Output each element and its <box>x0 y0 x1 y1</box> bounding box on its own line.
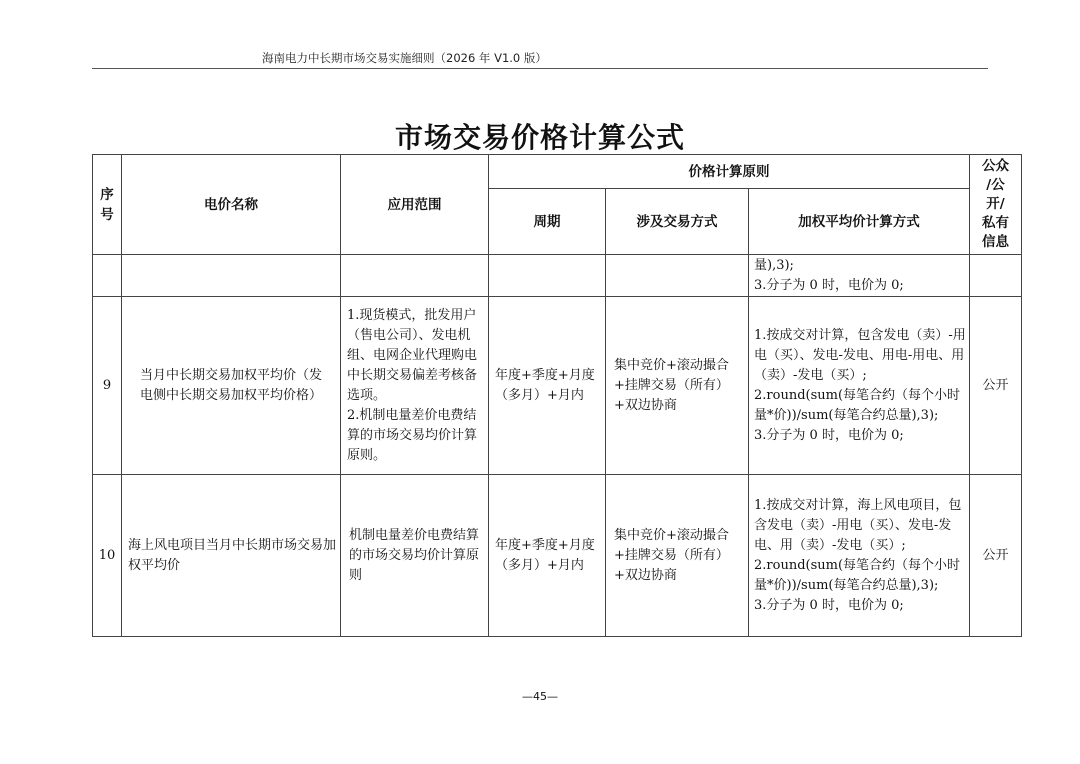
cell-seq: 9 <box>93 297 122 475</box>
cell-trade-method: 集中竞价+滚动撮合+挂牌交易（所有）+双边协商 <box>606 475 749 637</box>
page-title: 市场交易价格计算公式 <box>394 121 685 154</box>
cell-disclosure: 公开 <box>970 475 1022 637</box>
cell-disclosure: 公开 <box>970 297 1022 475</box>
cell-period <box>489 255 606 297</box>
cell-weighted-method: 量),3); 3.分子为 0 时，电价为 0; <box>749 255 970 297</box>
cell-disclosure <box>970 255 1022 297</box>
cell-weighted-method: 1.按成交对计算，海上风电项目，包含发电（卖）-用电（买）、发电-发电、用（卖）-发电（买）; 2.round(sum(每笔合约（每个小时量*价))/sum(每笔合约总量),3); 3.分子为 0 时，电价为 0; <box>749 475 970 637</box>
cell-scope <box>341 255 489 297</box>
cell-price-name <box>122 255 341 297</box>
cell-price-name: 海上风电项目当月中长期市场交易加权平均价 <box>122 475 341 637</box>
header-trade-method: 涉及交易方式 <box>606 189 749 255</box>
header-seq-label: 序 号 <box>100 186 114 223</box>
document-header-title: 海南电力中长期市场交易实施细则（2026 年 V1.0 版） <box>262 51 547 65</box>
cell-scope: 1.现货模式，批发用户（售电公司）、发电机组、电网企业代理购电中长期交易偏差考核备选项。 2.机制电量差价电费结算的市场交易均价计算原则。 <box>341 297 489 475</box>
header-period: 周期 <box>489 189 606 255</box>
cell-weighted-method: 1.按成交对计算，包含发电（卖）-用电（买）、发电-发电、用电-用电、用（卖）-发电（买）; 2.round(sum(每笔合约（每个小时量*价))/sum(每笔合约总量),3); 3.分子为 0 时，电价为 0; <box>749 297 970 475</box>
cell-scope: 机制电量差价电费结算的市场交易均价计算原则 <box>341 475 489 637</box>
header-weighted-method: 加权平均价计算方式 <box>749 189 970 255</box>
header-divider <box>92 68 988 69</box>
header-scope: 应用范围 <box>341 155 489 255</box>
header-seq <box>93 155 122 255</box>
header-disclosure-label: 公众 /公 开/ 私有 信息 <box>982 158 1010 250</box>
page-number: —45— <box>522 690 558 703</box>
header-principle-group: 价格计算原则 <box>489 155 970 189</box>
cell-price-name: 当月中长期交易加权平均价（发电侧中长期交易加权平均价格） <box>122 297 341 475</box>
cell-period: 年度+季度+月度（多月）+月内 <box>489 297 606 475</box>
cell-seq: 10 <box>93 475 122 637</box>
cell-period: 年度+季度+月度（多月）+月内 <box>489 475 606 637</box>
table-row-continuation <box>93 255 1022 297</box>
price-formula-table <box>92 154 1022 637</box>
cell-trade-method <box>606 255 749 297</box>
table-row <box>93 475 1022 637</box>
cell-seq <box>93 255 122 297</box>
cell-trade-method: 集中竞价+滚动撮合+挂牌交易（所有）+双边协商 <box>606 297 749 475</box>
header-disclosure <box>970 155 1022 255</box>
header-price-name: 电价名称 <box>122 155 341 255</box>
table-row <box>93 297 1022 475</box>
